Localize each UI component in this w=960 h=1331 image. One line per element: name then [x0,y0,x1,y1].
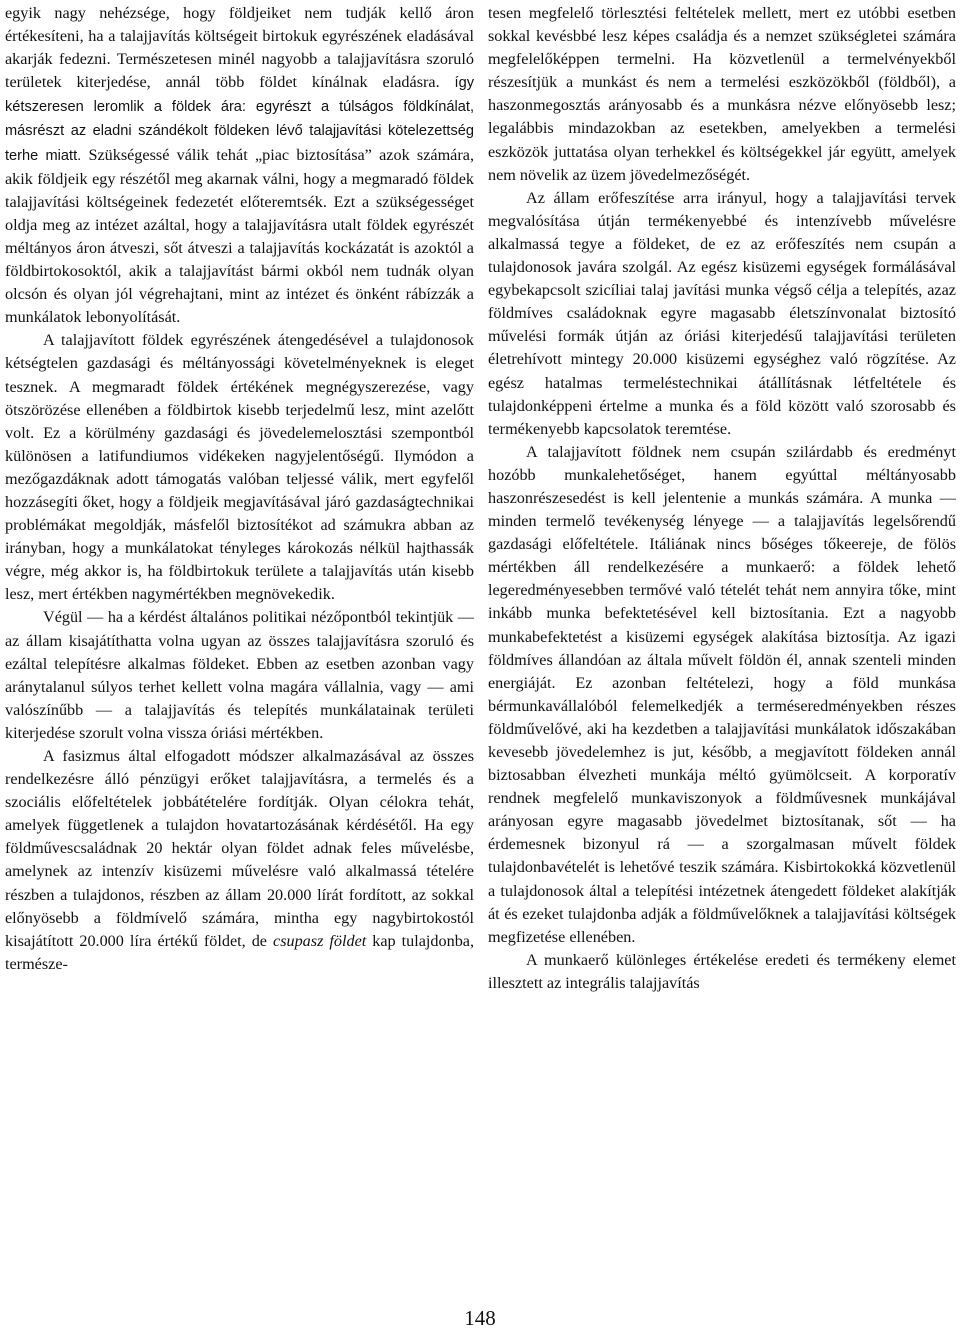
left-p1-text-c: Szükségessé válik tehát „piac biztosítása” azok számára, akik földjeik egy részétől meg akarnak válni, hogy a megmaradó földek talajjavítási költségeinek fedezetét előteremtsék. Ezt a szükségességet oldja meg az intézet azáltal, hogy a talajjavításra utalt földek egyrészét méltányos áron átveszi, sőt átveszi a talajjavítás kockázatát is azoktól a földbirtokosoktól, akik a talajjavítást bármi okból nem tudnák olyan olcsón és olyan jól végrehajtani, mint az intézet és önként rábízzák a munkálatok lebonyolítását. [5,145,474,327]
left-paragraph-3: Végül — ha a kérdést általános politikai nézőpontból tekintjük — az állam kisajátíthatta volna ugyan az összes talajjavításra szoruló és ezáltal telepítésre alkalmas földeket. Ebben az esetben azonban vagy aránytalanul súlyos terhet kellett volna magára vállalnia, vagy — ami valószínűbb — a talajjavítás és telepítés munkálatainak területi kiterjedése szorult volna vissza óriási mértékben. [5,608,474,742]
left-p4-text-a: A fasizmus által elfogadott módszer alkalmazásával az összes rendelkezésre álló pénzügyi erőket talajjavításra, a termelés és a szociális előfeltételek jobbátételére fordítják. Olyan célokra tehát, amelyek függetlenek a tulajdon hovatartozásának kérdésétől. Ha egy földművescsaládnak 20 hektár olyan földet adnak feles művelésbe, amelynek az intenzív kisüzemi művelésre való alkalmassá tételére részben a tulajdonos, részben az állam 20.000 lírát fordított, az sokkal előnyösebb a földmívelő számára, mintha egy nagybirtokostól kisajátított 20.000 líra értékű földet, de [5,747,474,950]
left-paragraph-4 [5,745,474,976]
left-paragraph-1 [5,2,474,329]
page-number: 148 [464,1306,496,1330]
left-paragraph-2: A talajjavított földek egyrészének átengedésével a tulajdonosok kétségtelen gazdasági és méltányossági követelményeknek is eleget tesznek. A megmaradt földek értékének megnégyszerezése, vagy ötszörözése ellenében a földbirtok kisebb terjedelmű lesz, mint azelőtt volt. Ez a körülmény gazdasági és jövedelemelosztási szempontból különösen a latifundiumos vidékeken nagyjelentőségű. Ilymódon a mezőgazdáknak adott támogatás valóban teljessé válik, mert egyfelől hozzásegíti őket, hogy a földjeik megjavításával járó gazdaságtechnikai problémákat megoldják, másfelől biztosítékot ad számukra abban az irányban, hogy a munkálatokat tényleges károkozás nélkül hajthassák végre, még akkor is, ha földbirtokuk területe a talajjavítás után kisebb lesz, mert értékben nagymértékben megnövekedik. [5,331,474,604]
right-paragraph-1: tesen megfelelő törlesztési feltételek mellett, mert ez utóbbi esetben sokkal kevésbbé lesz képes családja és a nemzet szükségletei számára megfelelőképpen termelni. Ha közvetlenül a termelvényekből részesítjük a munkást és nem a termelési eszközökből (földből), a haszonmegosztás arányosabb és a munkásra nézve előnyösebb lesz; legalábbis mindazokban az esetekben, amelyekben a termelési eszközök juttatása olyan terhekkel és költségekkel jár együtt, amelyek nem növelik az üzem jövedelmezőségét. [488,4,956,184]
left-p1-text-a: egyik nagy nehézsége, hogy földjeiket nem tudják kellő áron értékesíteni, ha a talajjavítás költségeit birtokuk egyrészének eladásával akarják fedezni. Természetesen minél nagyobb a talajjavításra szoruló területek kiterjedése, annál több földet kínálnak eladásra. [5,4,474,92]
right-paragraph-2: Az állam erőfeszítése arra irányul, hogy a talajjavítási tervek megvalósítása útján termékenyebbé és intenzívebb művelésre alkalmassá tegye a földeket, de ez az erőfeszítés nem csupán a tulajdonosok javára szolgál. Az egész kisüzemi egységek formálásával egybekapcsolt szicíliai talaj javítási munka végső célja a telepítés, azaz földmíves családoknak egyre magasabb életszínvonalat biztosító művelési formák útján az óriási kiterjedésű talajjavítási területen életrehívott mintegy 20.000 kisüzemi egységhez való rögzítése. Az egész hatalmas termeléstechnikai átállításnak létfeltétele és tulajdonképpeni értelme a munka és a föld között való szorosabb és termékenyebb kapcsolatok teremtése. [488,188,956,438]
right-paragraph-3: A talajjavított földnek nem csupán szilárdabb és eredményt hozóbb munkalehetőséget, hanem egyúttal méltányosabb haszonrészesedést is kell jelentenie a munkás számára. A munka — minden termelő tevékenység lényege — a talajjavítás legelsőrendű gazdasági előfeltétele. Itáliának nincs bőséges tőkeereje, de fölös mértékben áll rendelkezésére a munkaerő: a földek lehető legeredményesebben termővé való tételét tehát nem annyira tőke, mint inkább munka befektetésével kell biztosítania. Ezt a nagyobb munkabefektetést a kisüzemi egységek alakítása biztosítja. Az igazi földmíves állandóan az általa művelt földön él, annak szenteli minden energiáját. Ez azonban feltételezi, hogy a föld munkása bérmunkavállalóból felemelkedjék a terméseredményekben részes földművelővé, aki ha kezdetben a talajjavítási munkálatok időszakában kevesebb jövedelemhez is jut, később, a megjavított földeken annál biztosabban élvezheti munkája méltó gyümölcseit. A korporatív rendnek megfelelő munkaviszonyok a földművesnek munkájával arányosan egyre magasabb jövedelmet biztosítanak, sőt — ha érdemesnek bizonyul rá — a szorgalmasan művelt földek tulajdonbavételét is lehetővé teszik számára. Kisbirtokokká közvetlenül a tulajdonosok által a telepítési intézetnek átengedett földeket alakítják át és ezeket tulajdonba adják a földművelőknek a talajjavítási költségek megfizetése ellenében. [488,442,956,946]
left-p4-text-b: kap tulajdonba, természe- [5,931,475,973]
left-column [5,2,474,976]
left-p4-italic: csupasz földet [273,931,367,950]
right-paragraph-4: A munkaerő különleges értékelése eredeti és termékeny elemet illesztett az integrális talajjavítás [488,950,956,992]
left-p1-text-b: így kétszeresen leromlik a földek ára: egyrészt a túlságos földkínálat, másrészt az eladni szándékolt földeken lévő talajjavítási kötelezettség terhe miatt. [5,75,474,164]
right-column [488,2,956,995]
